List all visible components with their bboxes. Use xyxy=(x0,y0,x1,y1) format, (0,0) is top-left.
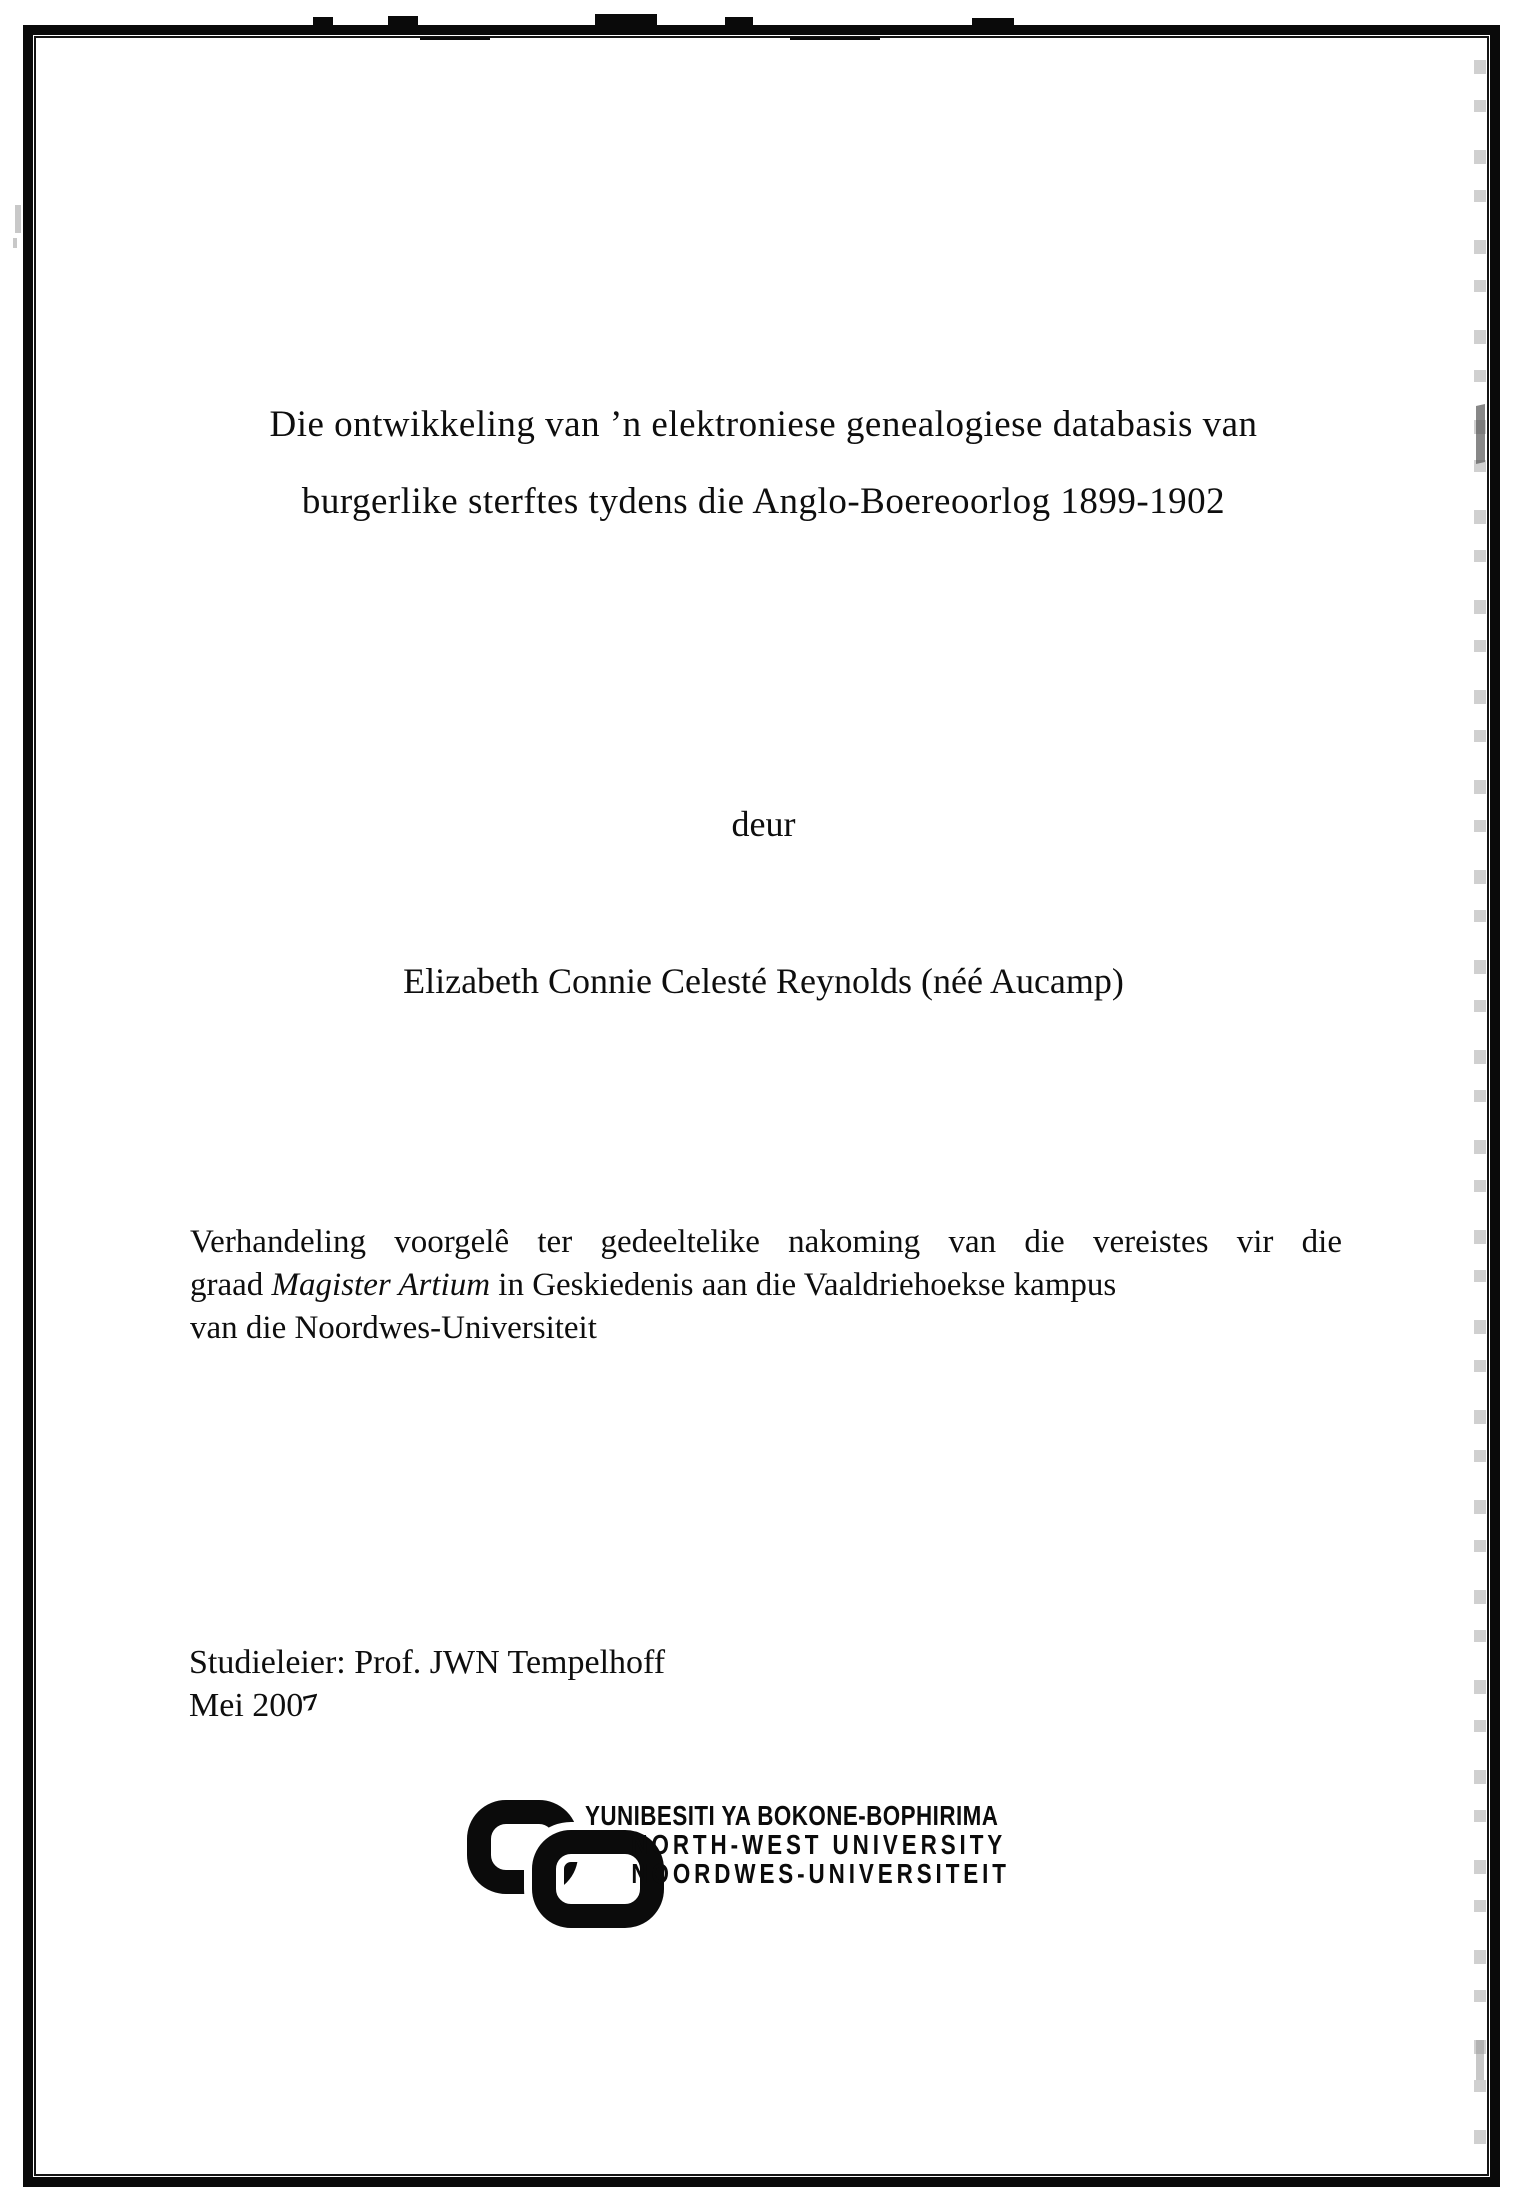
university-name-afrikaans: NOORDWES-UNIVERSITEIT xyxy=(631,1858,1010,1889)
date-last-digit: 7 xyxy=(300,1689,323,1717)
scan-artifact xyxy=(13,238,17,248)
thesis-title-line2: burgerlike sterftes tydens die Anglo-Boereoorlog 1899-1902 xyxy=(301,481,1226,522)
scan-artifact xyxy=(725,17,753,26)
university-name-block xyxy=(585,1801,1097,1888)
scan-artifact xyxy=(313,17,333,26)
scan-artifact xyxy=(420,37,490,40)
scan-artifact xyxy=(388,16,418,26)
thesis-title xyxy=(100,386,1427,540)
statement-line1: Verhandeling voorgelê ter gedeeltelike nakoming van die vereistes vir die xyxy=(190,1224,1342,1260)
scan-artifact xyxy=(1476,404,1485,464)
supervisor-block xyxy=(189,1641,1089,1727)
degree-name: Magister Artium xyxy=(271,1267,491,1303)
university-name-setswana: YUNIBESITI YA BOKONE-BOPHIRIMA xyxy=(585,1800,999,1831)
submission-statement xyxy=(190,1221,1342,1350)
date-prefix: Mei 200 xyxy=(189,1687,304,1724)
scan-artifact xyxy=(1476,2040,1484,2080)
scan-artifact xyxy=(595,14,657,26)
supervisor-line: Studieleier: Prof. JWN Tempelhoff xyxy=(189,1644,666,1681)
statement-line2 xyxy=(190,1264,1342,1307)
north-west-university-logo xyxy=(465,1795,1105,1955)
date-line xyxy=(189,1684,1089,1727)
byline-label: deur xyxy=(731,804,796,844)
statement-line3: van die Noordwes-Universiteit xyxy=(190,1310,597,1346)
author-name: Elizabeth Connie Celesté Reynolds (néé Aucamp) xyxy=(403,961,1124,1001)
statement-line2-pre: graad xyxy=(190,1267,272,1303)
scan-artifact xyxy=(1474,60,1486,2150)
statement-line2-post: in Geskiedenis aan die Vaaldriehoekse kampus xyxy=(490,1267,1117,1303)
scan-artifact xyxy=(972,18,1014,26)
scan-artifact xyxy=(15,205,21,233)
scan-artifact xyxy=(790,37,880,40)
university-name-english: NORTH-WEST UNIVERSITY xyxy=(631,1829,1007,1860)
thesis-title-line1: Die ontwikkeling van ’n elektroniese genealogiese databasis van xyxy=(269,404,1258,445)
